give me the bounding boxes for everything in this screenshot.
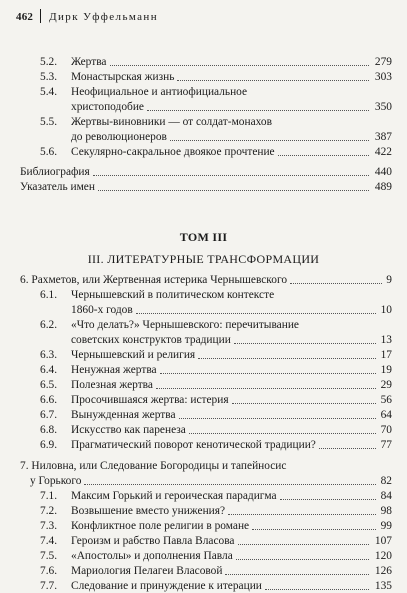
entry-number: 7.1.: [40, 490, 58, 502]
toc-entry: [40, 534, 235, 548]
toc-entry: [20, 273, 287, 287]
entry-page: 13: [380, 334, 392, 346]
entry-number: 7.4.: [40, 535, 58, 547]
toc-entry: [40, 504, 225, 518]
entry-title: Вынужденная жертва: [71, 409, 176, 421]
leader-dots: [84, 484, 375, 485]
toc-entry: [40, 519, 249, 533]
entry-number: 6.4.: [40, 364, 58, 376]
entry-title: 6. Рахметов, или Жертвенная истерика Чернышевского: [20, 274, 288, 286]
toc-entry: [20, 165, 90, 179]
entry-number: 5.4.: [40, 86, 58, 98]
leader-dots: [225, 574, 369, 575]
toc-entry: [40, 378, 153, 392]
entry-number: 5.5.: [40, 116, 58, 128]
toc-entry: [40, 288, 274, 302]
leader-dots: [278, 155, 370, 156]
leader-dots: [136, 313, 376, 314]
entry-page: 56: [380, 394, 392, 406]
entry-page: 440: [374, 166, 392, 178]
entry-title: Чернышевский и религия: [71, 349, 196, 361]
toc-entry: [40, 423, 186, 437]
leader-dots: [232, 403, 376, 404]
entry-title: Монастырская жизнь: [71, 71, 175, 83]
entry-number: 5.3.: [40, 71, 58, 83]
entry-number: 5.2.: [40, 56, 58, 68]
entry-number: 5.6.: [40, 146, 58, 158]
entry-number: 6.9.: [40, 439, 58, 451]
toc-entry: [40, 438, 316, 452]
entry-number: 7.6.: [40, 565, 58, 577]
entry-number: 7.7.: [40, 580, 58, 592]
leader-dots: [93, 175, 370, 176]
entry-page: 126: [374, 565, 392, 577]
header-divider: [40, 9, 41, 23]
leader-dots: [280, 499, 376, 500]
toc-entry: [40, 579, 262, 593]
entry-page: 17: [380, 349, 392, 361]
entry-title: Указатель имен: [20, 181, 95, 193]
leader-dots: [198, 358, 375, 359]
entry-page: 135: [374, 580, 392, 592]
toc-entry: [40, 348, 195, 362]
entry-title: 7. Ниловна, или Следование Богородицы и тапейносис: [20, 460, 287, 472]
page-number: 462: [16, 11, 34, 23]
leader-dots: [189, 433, 376, 434]
entry-title: Искусство как паренеза: [71, 424, 186, 436]
entry-title: Неофициальное и антиофициальное: [71, 86, 248, 98]
entry-page: 19: [380, 364, 392, 376]
entry-title: Секулярно-сакральное двоякое прочтение: [71, 146, 275, 158]
entry-number: 6.7.: [40, 409, 58, 421]
toc-entry: [40, 489, 277, 503]
part-heading: III. ЛИТЕРАТУРНЫЕ ТРАНСФОРМАЦИИ: [87, 252, 320, 266]
toc-entry: [40, 393, 229, 407]
running-author: Дирк Уффельманн: [49, 11, 159, 23]
entry-title: Ненужная жертва: [71, 364, 157, 376]
entry-title: «Что делать?» Чернышевского: перечитывание: [71, 319, 299, 331]
toc-entry: [40, 363, 157, 377]
entry-title: Прагматический поворот кенотической традиции?: [71, 439, 316, 451]
entry-page: 10: [380, 304, 392, 316]
entry-page: 107: [374, 535, 392, 547]
toc-entry: [40, 85, 247, 99]
entry-title: Полезная жертва: [71, 379, 153, 391]
entry-title-continued: 1860-х годов: [71, 304, 133, 316]
toc-entry: [40, 318, 299, 332]
entry-title: Мариология Пелагеи Власовой: [71, 565, 223, 577]
toc-entry: [40, 564, 222, 578]
volume-heading: ТОМ III: [179, 230, 228, 244]
entry-page: 303: [374, 71, 392, 83]
toc-entry: [40, 145, 275, 159]
entry-number: 6.6.: [40, 394, 58, 406]
toc-entry: [40, 70, 174, 84]
entry-title: Библиография: [20, 166, 90, 178]
entry-title: Конфликтное поле религии в романе: [71, 520, 250, 532]
toc-entry: [20, 459, 286, 473]
entry-page: 120: [374, 550, 392, 562]
entry-title: Просочившаяся жертва: истерия: [71, 394, 229, 406]
entry-title: Жертва: [71, 56, 107, 68]
leader-dots: [110, 65, 370, 66]
entry-number: 6.3.: [40, 349, 58, 361]
entry-number: 7.2.: [40, 505, 58, 517]
entry-number: 6.5.: [40, 379, 58, 391]
entry-title-continued: советских конструктов традиции: [71, 334, 231, 346]
entry-title: Возвышение вместо унижения?: [71, 505, 226, 517]
leader-dots: [177, 80, 369, 81]
leader-dots: [170, 140, 369, 141]
entry-page: 77: [380, 439, 392, 451]
entry-title: Максим Горький и героическая парадигма: [71, 490, 277, 502]
entry-number: 6.1.: [40, 289, 58, 301]
entry-title: Героизм и рабство Павла Власова: [71, 535, 235, 547]
leader-dots: [179, 418, 376, 419]
entry-page: 99: [380, 520, 392, 532]
entry-page: 279: [374, 56, 392, 68]
entry-page: 84: [380, 490, 392, 502]
entry-title-continued: до революционеров: [71, 131, 167, 143]
entry-title: Следование и принуждение к итерации: [71, 580, 262, 592]
entry-page: 98: [380, 505, 392, 517]
entry-number: 7.5.: [40, 550, 58, 562]
leader-dots: [290, 283, 382, 284]
entry-page: 9: [386, 274, 392, 286]
leader-dots: [160, 373, 376, 374]
toc-entry: [40, 549, 233, 563]
leader-dots: [238, 544, 370, 545]
toc-entry: [40, 408, 176, 422]
entry-page: 489: [374, 181, 392, 193]
entry-title: «Апостолы» и дополнения Павла: [71, 550, 233, 562]
entry-title: Жертвы-виновники — от солдат-монахов: [71, 116, 272, 128]
entry-page: 422: [374, 146, 392, 158]
entry-page: 64: [380, 409, 392, 421]
toc-entry: [40, 55, 107, 69]
leader-dots: [252, 529, 375, 530]
leader-dots: [98, 190, 369, 191]
toc-entry: [40, 115, 272, 129]
entry-page: 70: [380, 424, 392, 436]
entry-page: 82: [380, 475, 392, 487]
entry-title: Чернышевский в политическом контексте: [71, 289, 275, 301]
entry-number: 6.8.: [40, 424, 58, 436]
running-header: [16, 9, 158, 23]
entry-title-continued: христоподобие: [71, 101, 144, 113]
entry-number: 6.2.: [40, 319, 58, 331]
toc-entry: [20, 180, 95, 194]
entry-page: 350: [374, 101, 392, 113]
leader-dots: [234, 343, 376, 344]
leader-dots: [147, 110, 369, 111]
leader-dots: [228, 514, 376, 515]
entry-page: 29: [380, 379, 392, 391]
entry-page: 387: [374, 131, 392, 143]
leader-dots: [236, 559, 370, 560]
leader-dots: [319, 448, 376, 449]
entry-number: 7.3.: [40, 520, 58, 532]
leader-dots: [156, 388, 376, 389]
entry-title-continued: у Горького: [30, 475, 82, 487]
